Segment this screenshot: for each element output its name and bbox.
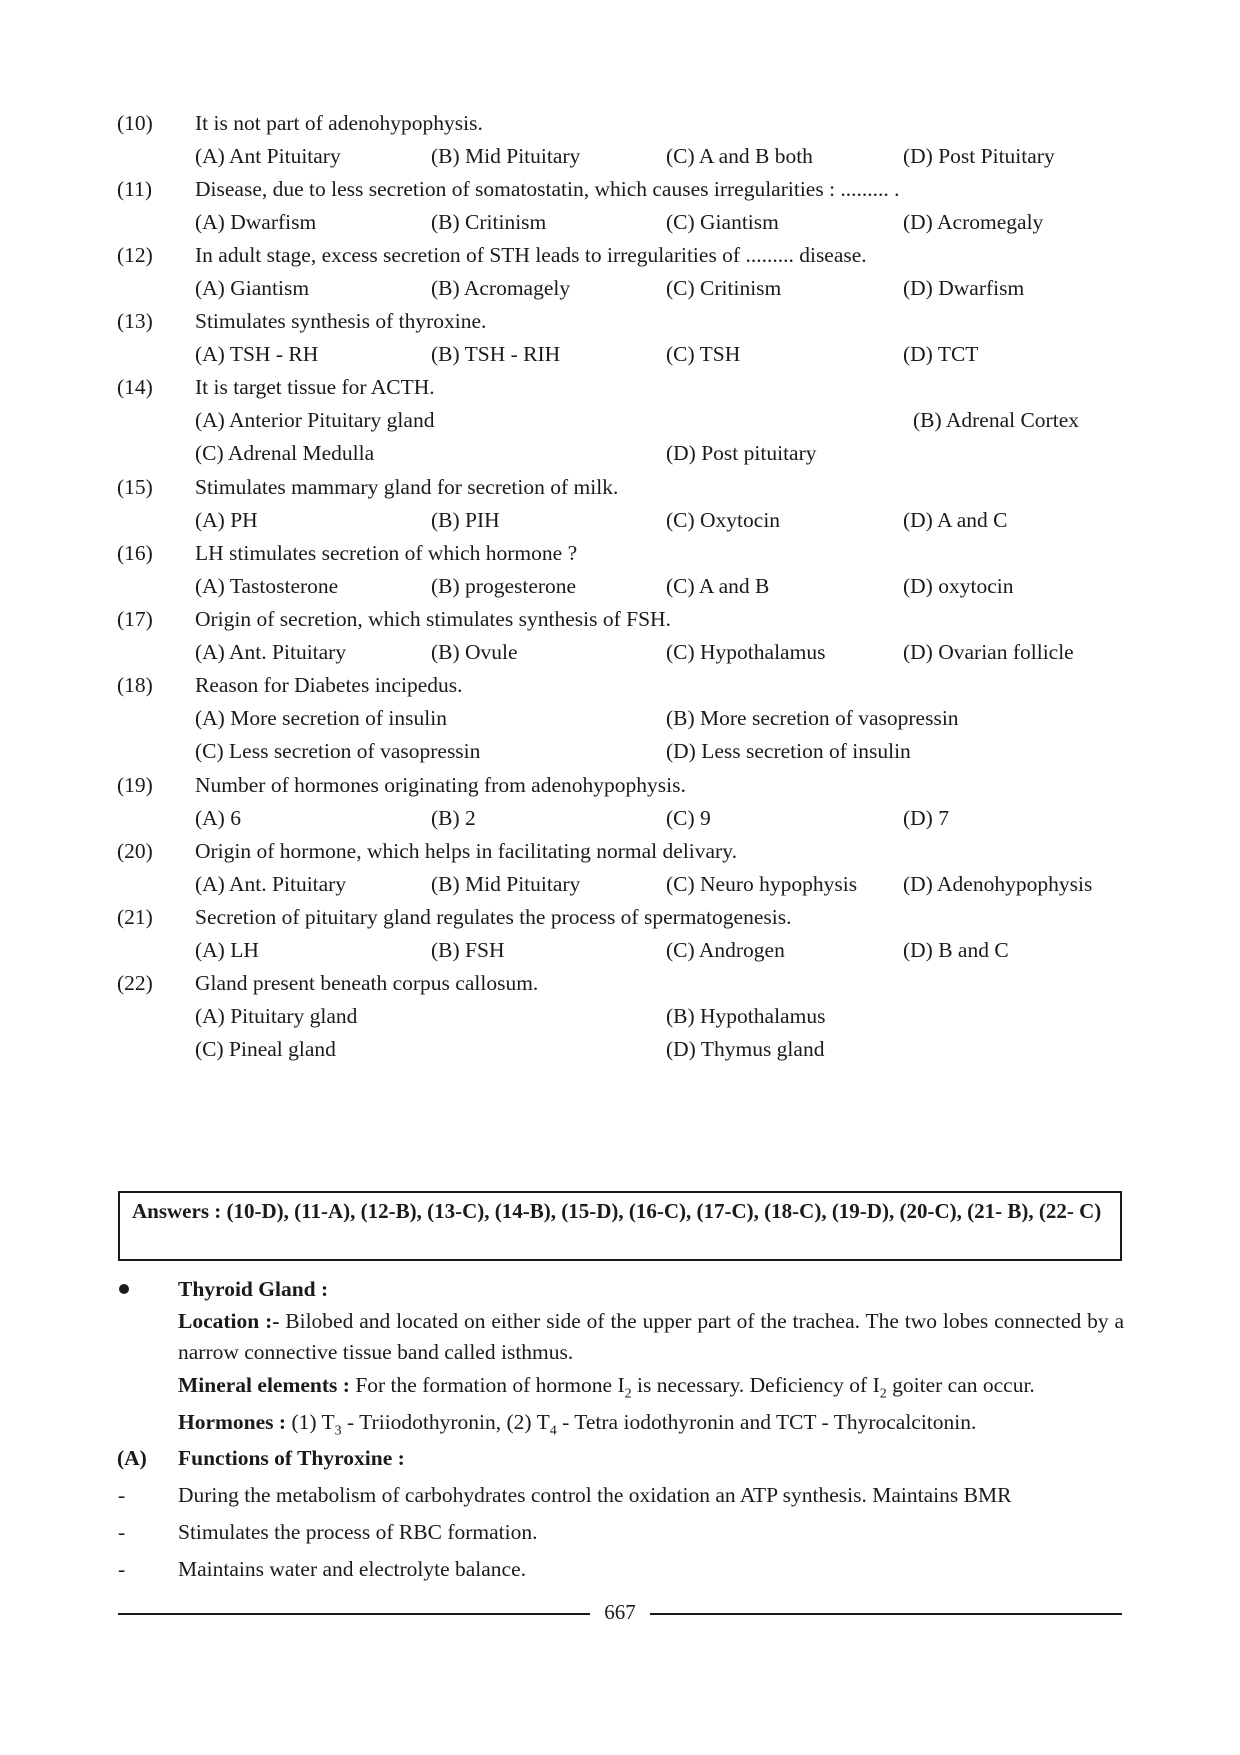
list-dash: - — [118, 1520, 126, 1544]
hormones-paragraph — [178, 1407, 976, 1438]
answer-option: (C) Less secretion of vasopressin — [195, 739, 481, 763]
answer-option: (D) Less secretion of insulin — [666, 739, 911, 763]
answer-option: (C) Pineal gland — [195, 1037, 336, 1061]
footer-rule-right — [650, 1613, 1122, 1615]
list-dash: - — [118, 1557, 126, 1581]
answer-option: (D) Post pituitary — [666, 441, 817, 465]
answer-option: (C) A and B both — [666, 144, 813, 168]
location-label: Location :- — [178, 1309, 280, 1333]
answer-option: (C) A and B — [666, 574, 770, 598]
answer-option: (A) More secretion of insulin — [195, 706, 447, 730]
answer-option: (D) Acromegaly — [903, 210, 1044, 234]
list-item: During the metabolism of carbohydrates control the oxidation an ATP synthesis. Maintains BMR — [178, 1483, 1012, 1507]
answer-option: (B) Acromagely — [431, 276, 571, 300]
answer-option: (B) Mid Pituitary — [431, 144, 581, 168]
question-text: Secretion of pituitary gland regulates the process of spermatogenesis. — [195, 905, 792, 929]
question-text: Disease, due to less secretion of somatostatin, which causes irregularities : ......... . — [195, 177, 900, 201]
question-number: (15) — [117, 475, 153, 499]
answer-option: (B) 2 — [431, 806, 476, 830]
mineral-paragraph-text: is necessary. Deficiency of I — [631, 1373, 880, 1397]
answer-option: (A) Dwarfism — [195, 210, 317, 234]
question-number: (17) — [117, 607, 153, 631]
answer-option: (B) Hypothalamus — [666, 1004, 826, 1028]
answer-option: (A) LH — [195, 938, 259, 962]
answer-option: (A) Ant. Pituitary — [195, 640, 347, 664]
mineral-paragraph-text: 2 — [879, 1386, 887, 1402]
hormones-paragraph-text: - Triiodothyronin, (2) T — [341, 1410, 550, 1434]
answer-option: (C) Neuro hypophysis — [666, 872, 858, 896]
hormones-paragraph-text: (1) T — [286, 1410, 335, 1434]
answer-option: (D) Adenohypophysis — [903, 872, 1093, 896]
answer-option: (C) Oxytocin — [666, 508, 781, 532]
answer-option: (D) Ovarian follicle — [903, 640, 1074, 664]
answer-option: (A) Ant. Pituitary — [195, 872, 347, 896]
mineral-paragraph — [178, 1370, 1035, 1401]
mineral-paragraph-label: Mineral elements : — [178, 1373, 350, 1397]
question-text: Stimulates synthesis of thyroxine. — [195, 309, 487, 333]
mineral-paragraph-text: 2 — [624, 1386, 632, 1402]
answer-option: (B) Mid Pituitary — [431, 872, 581, 896]
answer-option: (B) TSH - RIH — [431, 342, 561, 366]
question-number: (13) — [117, 309, 153, 333]
question-number: (22) — [117, 971, 153, 995]
answer-option: (A) Ant Pituitary — [195, 144, 341, 168]
bullet-point — [119, 1284, 129, 1294]
question-text: Number of hormones originating from adenohypophysis. — [195, 773, 686, 797]
question-text: Reason for Diabetes incipedus. — [195, 673, 463, 697]
answer-option: (C) Androgen — [666, 938, 785, 962]
hormones-paragraph-label: Hormones : — [178, 1410, 287, 1434]
question-text: It is not part of adenohypophysis. — [195, 111, 483, 135]
answer-option: (A) 6 — [195, 806, 241, 830]
answer-option: (D) A and C — [903, 508, 1008, 532]
answers-box: Answers : (10-D), (11-A), (12-B), (13-C), (14-B), (15-D), (16-C), (17-C), (18-C), (19-D), (20-C), (21- B), (22- C) — [118, 1191, 1122, 1261]
question-text: Origin of secretion, which stimulates synthesis of FSH. — [195, 607, 671, 631]
answer-option: (D) B and C — [903, 938, 1009, 962]
answer-option: (A) PH — [195, 508, 258, 532]
answer-option: (D) oxytocin — [903, 574, 1014, 598]
question-text: It is target tissue for ACTH. — [195, 375, 435, 399]
answer-option: (D) Dwarfism — [903, 276, 1025, 300]
answer-option: (B) Critinism — [431, 210, 547, 234]
answer-option: (B) FSH — [431, 938, 505, 962]
answer-option: (C) Critinism — [666, 276, 782, 300]
answer-option: (C) Hypothalamus — [666, 640, 826, 664]
answer-option: (A) TSH - RH — [195, 342, 319, 366]
section-heading: Thyroid Gland : — [178, 1277, 329, 1301]
location-text: Bilobed and located on either side of the upper part of the trachea. The two lobes connected by a narrow connective tissue band called isthmus. — [178, 1309, 1124, 1364]
page-number: 667 — [604, 1600, 636, 1624]
section-heading: Functions of Thyroxine : — [178, 1446, 405, 1470]
question-text: LH stimulates secretion of which hormone ? — [195, 541, 578, 565]
question-text: Origin of hormone, which helps in facilitating normal delivary. — [195, 839, 737, 863]
question-number: (10) — [117, 111, 153, 135]
answer-option: (D) Post Pituitary — [903, 144, 1055, 168]
hormones-paragraph-text: - Tetra iodothyronin and TCT - Thyrocalcitonin. — [556, 1410, 977, 1434]
question-number: (14) — [117, 375, 153, 399]
question-number: (11) — [117, 177, 153, 201]
answer-option: (A) Tastosterone — [195, 574, 339, 598]
answer-option: (A) Anterior Pituitary gland — [195, 408, 435, 432]
answer-option: (B) Adrenal Cortex — [913, 408, 1079, 432]
location-paragraph — [178, 1306, 1124, 1368]
answer-option: (C) Giantism — [666, 210, 779, 234]
answer-option: (B) More secretion of vasopressin — [666, 706, 959, 730]
hormones-paragraph-text: 4 — [549, 1423, 557, 1439]
question-text: In adult stage, excess secretion of STH leads to irregularities of ......... disease. — [195, 243, 867, 267]
answer-option: (D) TCT — [903, 342, 979, 366]
hormones-paragraph-text: 3 — [334, 1423, 342, 1439]
mineral-paragraph-text: For the formation of hormone I — [349, 1373, 625, 1397]
answer-option: (A) Giantism — [195, 276, 310, 300]
question-number: (19) — [117, 773, 153, 797]
footer-rule-left — [118, 1613, 590, 1615]
question-text: Stimulates mammary gland for secretion of milk. — [195, 475, 619, 499]
answer-option: (B) PIH — [431, 508, 500, 532]
question-number: (16) — [117, 541, 153, 565]
question-number: (20) — [117, 839, 153, 863]
answer-option: (D) 7 — [903, 806, 949, 830]
answer-option: (C) Adrenal Medulla — [195, 441, 375, 465]
answer-option: (A) Pituitary gland — [195, 1004, 358, 1028]
question-number: (21) — [117, 905, 153, 929]
list-item: Maintains water and electrolyte balance. — [178, 1557, 527, 1581]
mineral-paragraph-text: goiter can occur. — [886, 1373, 1035, 1397]
list-dash: - — [118, 1483, 126, 1507]
list-item: Stimulates the process of RBC formation. — [178, 1520, 538, 1544]
answer-option: (C) 9 — [666, 806, 711, 830]
section-marker: (A) — [117, 1446, 147, 1470]
question-text: Gland present beneath corpus callosum. — [195, 971, 539, 995]
answer-option: (D) Thymus gland — [666, 1037, 825, 1061]
answer-option: (C) TSH — [666, 342, 741, 366]
answer-option: (B) progesterone — [431, 574, 577, 598]
question-number: (12) — [117, 243, 153, 267]
question-number: (18) — [117, 673, 153, 697]
answer-option: (B) Ovule — [431, 640, 518, 664]
